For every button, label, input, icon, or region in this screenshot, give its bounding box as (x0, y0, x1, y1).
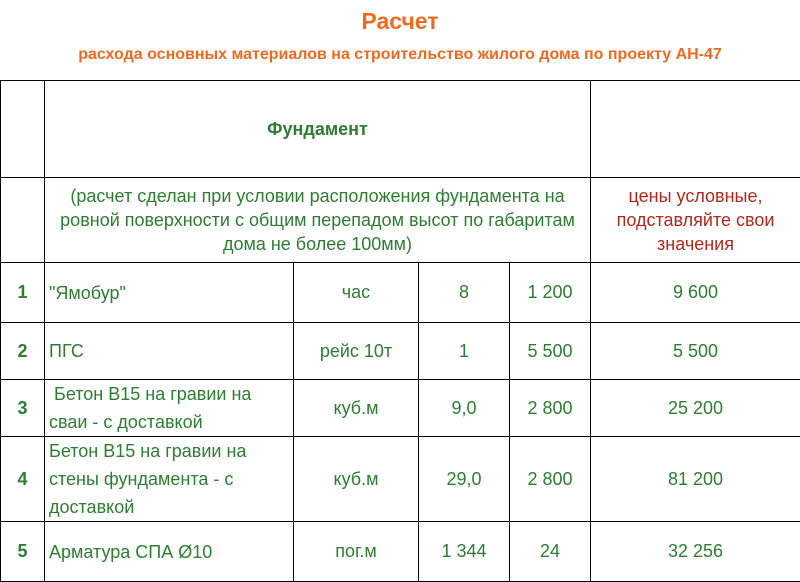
material-name: Бетон В15 на гравии на сваи - с доставкой (45, 380, 294, 437)
unit-cell: пог.м (294, 522, 419, 582)
materials-table (0, 80, 800, 582)
price-cell: 24 (510, 522, 591, 582)
page-title: Расчет (0, 8, 800, 35)
quantity-cell: 1 344 (419, 522, 510, 582)
material-name: Арматура СПА Ø10 (45, 522, 294, 582)
table-row (1, 437, 800, 522)
header-total-cell (591, 81, 800, 178)
row-number: 2 (1, 323, 45, 380)
unit-cell: куб.м (294, 437, 419, 522)
section-header-row (1, 81, 800, 178)
section-note-row (1, 178, 800, 263)
price-note: цены условные, подставляйте свои значения (591, 178, 800, 263)
quantity-cell: 9,0 (419, 380, 510, 437)
quantity-cell: 29,0 (419, 437, 510, 522)
section-title: Фундамент (45, 81, 591, 178)
row-number: 1 (1, 263, 45, 323)
header-num-cell (1, 81, 45, 178)
row-number: 4 (1, 437, 45, 522)
unit-cell: час (294, 263, 419, 323)
quantity-cell: 1 (419, 323, 510, 380)
note-num-cell (1, 178, 45, 263)
section-note: (расчет сделан при условии расположения фундамента на ровной поверхности с общим перепадом высот по габаритам дома не более 100мм) (45, 178, 591, 263)
total-cell: 25 200 (591, 380, 800, 437)
table-row (1, 263, 800, 323)
page-subtitle: расхода основных материалов на строительство жилого дома по проекту АН-47 (0, 46, 800, 64)
quantity-cell: 8 (419, 263, 510, 323)
material-name: "Ямобур" (45, 263, 294, 323)
total-cell: 9 600 (591, 263, 800, 323)
price-cell: 5 500 (510, 323, 591, 380)
table-row (1, 522, 800, 582)
price-cell: 1 200 (510, 263, 591, 323)
price-cell: 2 800 (510, 380, 591, 437)
row-number: 5 (1, 522, 45, 582)
unit-cell: куб.м (294, 380, 419, 437)
unit-cell: рейс 10т (294, 323, 419, 380)
total-cell: 32 256 (591, 522, 800, 582)
price-cell: 2 800 (510, 437, 591, 522)
total-cell: 81 200 (591, 437, 800, 522)
row-number: 3 (1, 380, 45, 437)
table-row (1, 380, 800, 437)
total-cell: 5 500 (591, 323, 800, 380)
table-row (1, 323, 800, 380)
material-name: ПГС (45, 323, 294, 380)
material-name: Бетон В15 на гравии на стены фундамента - с доставкой (45, 437, 294, 522)
